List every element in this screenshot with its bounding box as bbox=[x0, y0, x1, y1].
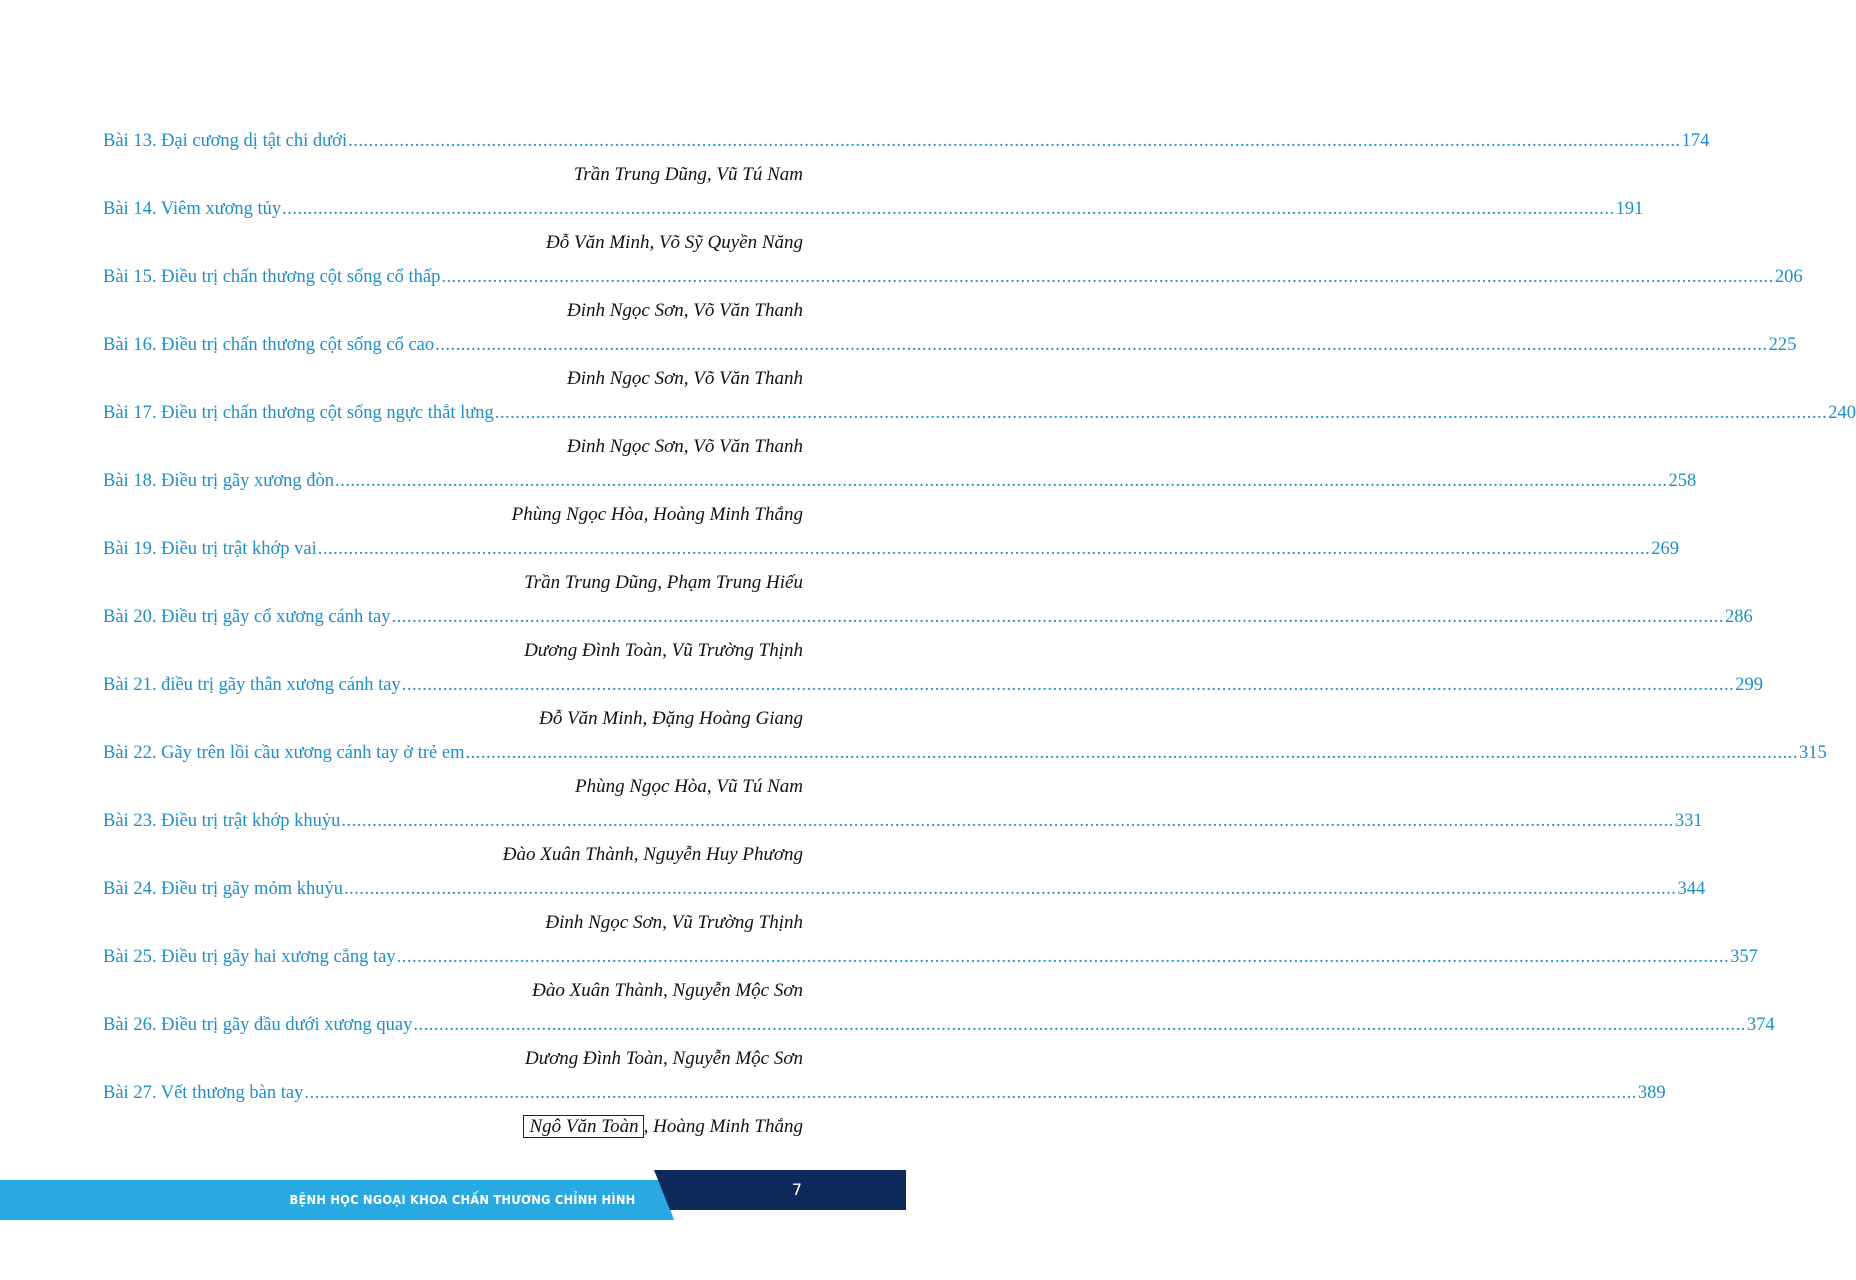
toc-entry-authors: Dương Đình Toàn, Vũ Trường Thịnh bbox=[524, 640, 803, 661]
toc-dot-leader: .................................................................................................................................................................................................................................................................... bbox=[413, 1015, 1746, 1035]
toc-entry bbox=[103, 328, 1797, 362]
toc-entry-authors: Đinh Ngọc Sơn, Võ Văn Thanh bbox=[566, 300, 803, 321]
toc-entry bbox=[103, 668, 1764, 702]
toc-entry-title: Bài 19. Điều trị trật khớp vai bbox=[103, 539, 317, 559]
toc-entry-title: Bài 22. Gãy trên lồi cầu xương cánh tay ở trẻ em bbox=[103, 743, 465, 763]
toc-dot-leader: .................................................................................................................................................................................................................................................................... bbox=[435, 335, 1768, 355]
toc-entry-title: Bài 13. Đại cương dị tật chi dưới bbox=[103, 131, 348, 151]
toc-entry bbox=[103, 532, 1680, 566]
toc-entry-page: 344 bbox=[1677, 879, 1706, 899]
boxed-author-name: Ngô Văn Toàn bbox=[523, 1115, 643, 1138]
toc-dot-leader: .................................................................................................................................................................................................................................................................... bbox=[304, 1083, 1637, 1103]
toc-entry-authors: Đinh Ngọc Sơn, Vũ Trường Thịnh bbox=[545, 912, 803, 933]
toc-dot-leader: .................................................................................................................................................................................................................................................................... bbox=[441, 267, 1774, 287]
toc-entry-authors: Đỗ Văn Minh, Võ Sỹ Quyền Năng bbox=[546, 232, 803, 253]
toc-dot-leader: .................................................................................................................................................................................................................................................................... bbox=[341, 811, 1674, 831]
toc-entry-authors: Dương Đình Toàn, Nguyễn Mộc Sơn bbox=[525, 1048, 803, 1069]
toc-entry-authors: Đào Xuân Thành, Nguyễn Mộc Sơn bbox=[532, 980, 803, 1001]
toc-dot-leader: .................................................................................................................................................................................................................................................................... bbox=[335, 471, 1668, 491]
toc-entry-title: Bài 17. Điều trị chấn thương cột sống ngực thắt lưng bbox=[103, 403, 494, 423]
toc-entry-page: 299 bbox=[1735, 675, 1764, 695]
toc-entry bbox=[103, 260, 1803, 294]
toc-entry-page: 269 bbox=[1651, 539, 1680, 559]
page-number: 7 bbox=[791, 1180, 803, 1199]
toc-entry-page: 225 bbox=[1768, 335, 1797, 355]
toc-entry-authors: Đỗ Văn Minh, Đặng Hoàng Giang bbox=[539, 708, 803, 729]
toc-entry-title: Bài 21. điều trị gãy thân xương cánh tay bbox=[103, 675, 401, 695]
toc-entry-page: 191 bbox=[1615, 199, 1644, 219]
toc-entry bbox=[103, 804, 1703, 838]
toc-entry-title: Bài 14. Viêm xương tủy bbox=[103, 199, 282, 219]
toc-entry bbox=[103, 872, 1706, 906]
toc-entry-authors: Đào Xuân Thành, Nguyễn Huy Phương bbox=[502, 844, 803, 865]
toc-entry-title: Bài 24. Điều trị gãy mỏm khuỷu bbox=[103, 879, 343, 899]
toc-dot-leader: .................................................................................................................................................................................................................................................................... bbox=[282, 199, 1615, 219]
toc-entry bbox=[103, 464, 1697, 498]
toc-dot-leader: .................................................................................................................................................................................................................................................................... bbox=[494, 403, 1828, 423]
toc-entry-title: Bài 23. Điều trị trật khớp khuỷu bbox=[103, 811, 341, 831]
toc-dot-leader: .................................................................................................................................................................................................................................................................... bbox=[348, 131, 1681, 151]
toc-entry bbox=[103, 940, 1758, 974]
toc-entry-title: Bài 25. Điều trị gãy hai xương cẳng tay bbox=[103, 947, 396, 967]
toc-entry-authors: Trần Trung Dũng, Phạm Trung Hiếu bbox=[524, 572, 803, 593]
table-of-contents bbox=[103, 124, 1856, 1144]
toc-dot-leader: .................................................................................................................................................................................................................................................................... bbox=[317, 539, 1651, 559]
toc-entry-authors: Trần Trung Dũng, Vũ Tú Nam bbox=[573, 164, 803, 185]
toc-entry-title: Bài 20. Điều trị gãy cổ xương cánh tay bbox=[103, 607, 391, 627]
toc-entry-page: 174 bbox=[1681, 131, 1710, 151]
toc-dot-leader: .................................................................................................................................................................................................................................................................... bbox=[391, 607, 1724, 627]
toc-entry-authors bbox=[103, 1110, 803, 1144]
author-rest: , Hoàng Minh Thắng bbox=[643, 1116, 803, 1137]
toc-entry-title: Bài 27. Vết thương bàn tay bbox=[103, 1083, 304, 1103]
toc-entry-page: 315 bbox=[1798, 743, 1827, 763]
book-title bbox=[52, 1192, 652, 1207]
toc-dot-leader: .................................................................................................................................................................................................................................................................... bbox=[396, 947, 1730, 967]
toc-entry-title: Bài 15. Điều trị chấn thương cột sống cổ thấp bbox=[103, 267, 441, 287]
toc-entry bbox=[103, 396, 1856, 430]
toc-entry bbox=[103, 1008, 1775, 1042]
toc-entry-title: Bài 26. Điều trị gãy đầu dưới xương quay bbox=[103, 1015, 413, 1035]
toc-dot-leader: .................................................................................................................................................................................................................................................................... bbox=[465, 743, 1798, 763]
toc-entry bbox=[103, 192, 1644, 226]
toc-entry-authors: Phùng Ngọc Hòa, Vũ Tú Nam bbox=[575, 776, 803, 797]
toc-dot-leader: .................................................................................................................................................................................................................................................................... bbox=[343, 879, 1677, 899]
toc-entry-title: Bài 16. Điều trị chấn thương cột sống cổ cao bbox=[103, 335, 435, 355]
toc-entry-authors: Đinh Ngọc Sơn, Võ Văn Thanh bbox=[566, 368, 803, 389]
toc-entry bbox=[103, 600, 1753, 634]
toc-entry-page: 374 bbox=[1746, 1015, 1775, 1035]
toc-entry-page: 206 bbox=[1774, 267, 1803, 287]
toc-entry bbox=[103, 1076, 1666, 1110]
page-footer bbox=[0, 1170, 906, 1222]
toc-dot-leader: .................................................................................................................................................................................................................................................................... bbox=[401, 675, 1735, 695]
toc-entry-page: 389 bbox=[1637, 1083, 1666, 1103]
toc-entry bbox=[103, 124, 1710, 158]
toc-entry-page: 286 bbox=[1724, 607, 1753, 627]
toc-entry-page: 357 bbox=[1730, 947, 1758, 967]
toc-entry-page: 331 bbox=[1674, 811, 1703, 831]
book-title-text: BỆNH HỌC NGOẠI KHOA CHẤN THƯƠNG CHỈNH HÌNH bbox=[289, 1192, 636, 1207]
toc-entry bbox=[103, 736, 1827, 770]
toc-entry-authors: Đinh Ngọc Sơn, Võ Văn Thanh bbox=[566, 436, 803, 457]
toc-entry-authors: Phùng Ngọc Hòa, Hoàng Minh Thắng bbox=[511, 504, 803, 525]
toc-entry-page: 258 bbox=[1668, 471, 1697, 491]
toc-entry-page: 240 bbox=[1828, 403, 1856, 423]
toc-entry-title: Bài 18. Điều trị gãy xương đòn bbox=[103, 471, 334, 491]
